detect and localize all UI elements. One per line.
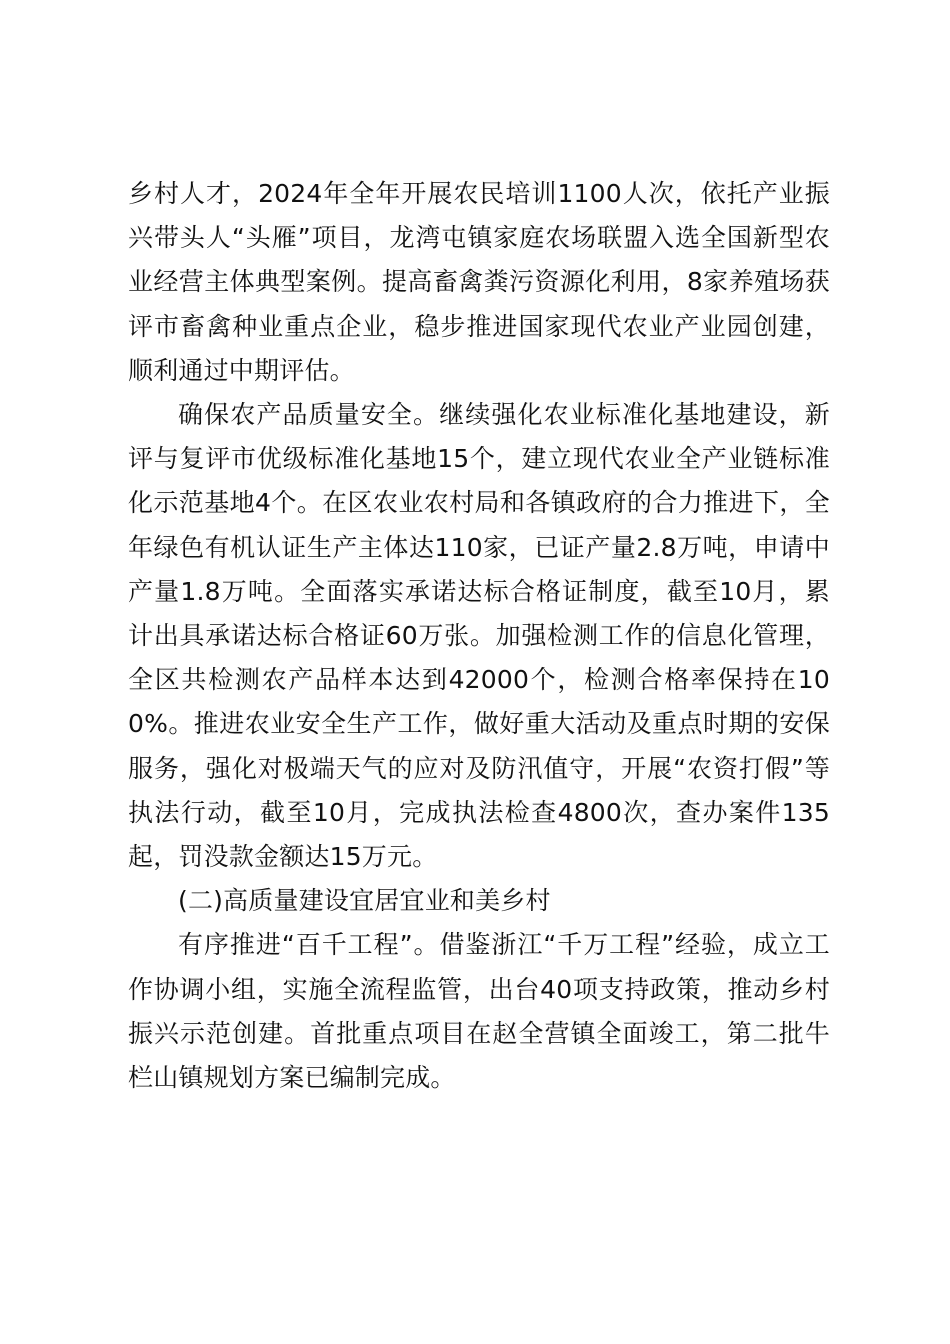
paragraph-hundred-thousand-project: 有序推进“百千工程”。借鉴浙江“千万工程”经验，成立工作协调小组，实施全流程监管，出台40项支持政策，推动乡村振兴示范创建。首批重点项目在赵全营镇全面竣工，第二批牛栏山镇规划方案已编制完成。 xyxy=(128,930,830,1093)
document-body xyxy=(128,172,830,1100)
paragraph-product-quality: 确保农产品质量安全。继续强化农业标准化基地建设，新评与复评市优级标准化基地15个，建立现代农业全产业链标准化示范基地4个。在区农业农村局和各镇政府的合力推进下，全年绿色有机认证生产主体达110家，已证产量2.8万吨，申请中产量1.8万吨。全面落实承诺达标合格证制度，截至10月，累计出具承诺达标合格证60万张。加强检测工作的信息化管理，全区共检测农产品样本达到42000个，检测合格率保持在100%。推进农业安全生产工作，做好重大活动及重点时期的安保服务，强化对极端天气的应对及防汛值守，开展“农资打假”等执法行动，截至10月，完成执法检查4800次，查办案件135起，罚没款金额达15万元。 xyxy=(128,400,830,872)
section-heading: (二)高质量建设宜居宜业和美乡村 xyxy=(178,886,551,916)
paragraph-talent-training: 乡村人才，2024年全年开展农民培训1100人次，依托产业振兴带头人“头雁”项目，龙湾屯镇家庭农场联盟入选全国新型农业经营主体典型案例。提高畜禽粪污资源化利用，8家养殖场获评市畜禽种业重点企业，稳步推进国家现代农业产业园创建，顺利通过中期评估。 xyxy=(128,179,830,385)
